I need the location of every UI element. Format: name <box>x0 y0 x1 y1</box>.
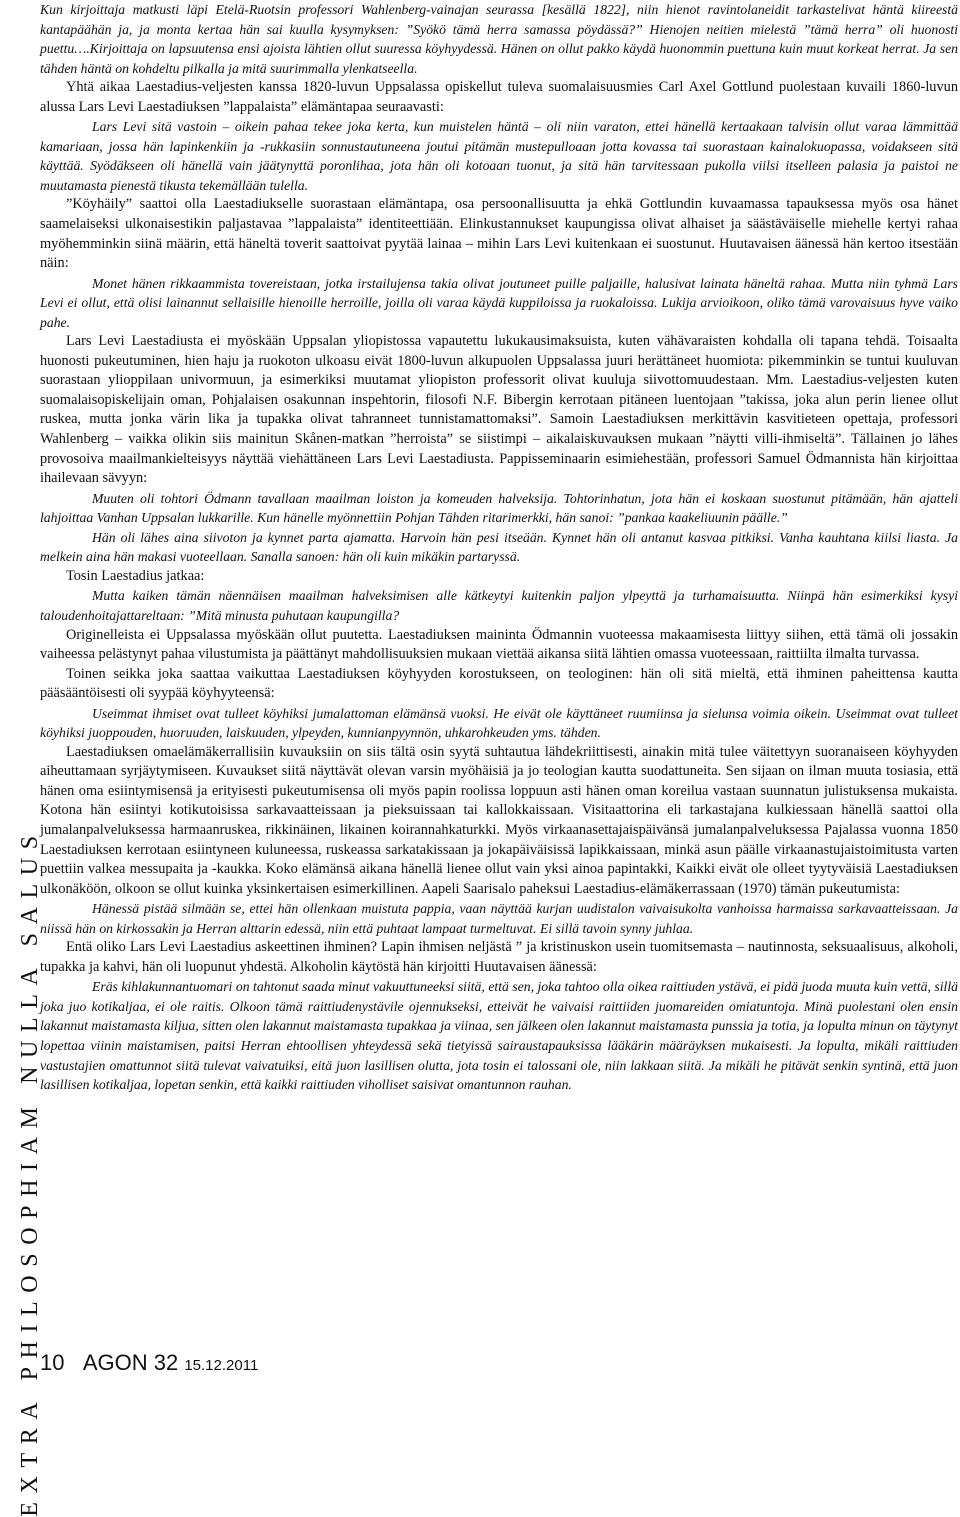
body-paragraph: Yhtä aikaa Laestadius-veljesten kanssa 1820-luvun Uppsalassa opiskellut tuleva suomalaisuusmies Carl Axel Gottlund puolestaan kuvaili 1860-luvun alussa Lars Levi Laestadiuksen ”lappalaista” elämäntapaa seuraavasti: <box>40 79 958 115</box>
quote-paragraph: Kun kirjoittaja matkusti läpi Etelä-Ruotsin professori Wahlenberg-vainajan seurassa [kesällä 1822], niin hienot ravintolaneidit tarkastelivat häntä kiireestä kantapäähän ja, ja monta kertaa hän sai kuulla kysymyksen: ”Syökö tämä herra samassa pöydässä?” Hienojen neitien mielestä ”tämä herra” oli huonosti puettu….Kirjoittaja on lapsuutensa ensi ajoista lähtien ollut suuressa köyhyydessä. Hänen on ollut pakko käydä huonommin puettuna kuin muut korkeat herrat. Ja sen tähden häntä on kohdeltu pilkalla ja mitä suurimmalla ylenkatseella. <box>40 2 958 76</box>
quote-paragraph: Mutta kaiken tämän näennäisen maailman halveksimisen alle kätkeytyi kuitenkin paljon ylpeyttä ja turhamaisuutta. Niinpä hän esimerkiksi kysyi taloudenhoitajattareltaan: ”Mitä minusta puhutaan kaupungilla? <box>40 588 958 623</box>
magazine-issue: AGON 32 <box>82 1350 179 1375</box>
issue-date: 15.12.2011 <box>184 1357 259 1374</box>
body-paragraph: Tosin Laestadius jatkaa: <box>66 567 205 584</box>
sidebar <box>2 0 43 1517</box>
quote-paragraph: Hänessä pistää silmään se, ettei hän ollenkaan muistuta pappia, vaan näyttää kurjan uudistalon vaivaisukolta vanhoissa harmaissa sarkavaatteissaan. Ja niissä hän on kirkossakin ja Herran alttarin edessä, niin että puhtaat lampaat turmeltuvat. Ei sillä tavoin synny juhlaa. <box>40 901 958 936</box>
body-paragraph: Laestadiuksen omaelämäkerrallisiin kuvauksiin on siis tältä osin syytä suhtautua lähdekriittisesti, ainakin mitä tulee väitettyyn suoranaiseen köyhyyden aiheuttamaan syrjäytymiseen. Kuvaukset siitä näyttävät olevan varsin myöhäisiä ja jo teologian kautta suodattuneita. Sen sijaan on ilman muuta tosiasia, että hänen oma esiintymisensä ja erityisesti pukeutumisensa oli myös papin roolissa loppuun asti hänen oman koreilua vastaan suunnatun julistuksensa mukaista. Kotona hän esiintyi kotikutoisissa sarkavaatteissaan ja pieksuissaan tai kallokkaissaan. Visitaattorina eli tarkastajana kulkiessaan hänellä saattoi olla jumalanpalveluksessa harmaanruskea, rikkinäinen, likainen koirannahkaturkki. Myös virkaanasettajaispäivänsä jumalanpalveluksessa Pajalassa vuonna 1850 Laestadiuksen kerrotaan esiintyneen kuluneessa, ruskeassa sarkatakissaan ja jokapäiväisissä lapikkaissaan, minkä asun päälle virkaanastujaistoimitusta varten puettiin valkea messupaita ja -kaukka. Koko elämänsä aikana hänellä lienee ollut vain yksi ainoa papintakki, Kaikki eivät ole olleet tyytyväisiä Laestadiuksen ulkonäköön, olkoon se ollut kuinka yksinkertaisen esimerkillinen. Aapeli Saarisalo paheksui Laestadius-elämäkerrassaan (1970) tämän pukeutumista: <box>40 743 958 897</box>
quote-paragraph: Useimmat ihmiset ovat tulleet köyhiksi jumalattoman elämänsä vuoksi. He eivät ole käyttäneet ruumiinsa ja sielunsa voimia oikein. Useimmat ovat tulleet köyhiksi juoppouden, huoruuden, laiskuuden, ylpeyden, kunnianpyynnön, uhkarohkeuden yms. tähden. <box>40 705 958 741</box>
quote-paragraph: Muuten oli tohtori Ödmann tavallaan maailman loiston ja komeuden halveksija. Tohtorinhatun, jota hän ei koskaan suostunut pitämään, hän ajatteli lahjoittaa Vanhan Uppsalan lukkarille. Kun hänelle myönnettiin Pohjan Tähden ritarimerkki, hän sanoi: ”pankaa kaakeliuunin päälle.” <box>40 490 958 526</box>
sidebar-title: EXTRA PHILOSOPHIAM NULLA SALUS <box>17 827 43 1517</box>
quote-paragraph: Monet hänen rikkaammista tovereistaan, jotka irstailujensa takia olivat joutuneet puille paljaille, halusivat lainata häneltä rahaa. Mutta niin tyhmä Lars Levi ei ollut, että olisi lainannut sellaisille hienoille herroille, joilla oli varaa käydä kuppiloissa ja ruokaloissa. Lukija arvioikoon, oliko tämä varovaisuus hyve vaiko pahe. <box>40 275 958 330</box>
body-paragraph: Toinen seikka joka saattaa vaikuttaa Laestadiuksen köyhyyden korostukseen, on teologinen: hän oli sitä mieltä, että ihminen paheittensa kautta pääsääntöisesti oli syypää köyhyyteensä: <box>40 665 958 702</box>
body-paragraph: Lars Levi Laestadiusta ei myöskään Uppsalan yliopistossa vapautettu lukukausimaksuista, kuten vähävaraisten kohdalla oli tapana tehdä. Toisaalta huonosti pukeutuminen, hien haju ja ruokoton ulkoasu eivät 1800-luvun alkupuolen Uppsalassa juuri herättäneet huomiota: pikemminkin se tuntui kuuluvan suorastaan ylioppilaan univormuun, ja esimerkiksi muutamat yliopiston professorit olivat kuuluja siivottomuudestaan. Mm. Laestadius-veljesten kuten suomalaisopiskelijain oman, Pohjalaisen osakunnan inspehtorin, filosofi N.F. Bibergin kerrotaan pitäneen luentojaan ”takissa, joka alun perin lienee ollut ruskea, mutta jonka värin lika ja tupakka olivat tahranneet tunnistamattomaksi”. Samoin Laestadiuksen merkittävin kasvitieteen opettaja, professori Wahlenberg – vaikka olikin siis mainitun Skånen-matkan ”herroista” se siistimpi – aikalaiskuvauksen mukaan ”näytti villi-ihmiseltä”. Tällainen jo lähes provosoiva maailmankielteisyys näyttää viehättäneen Lars Levi Laestadiusta. Pappisseminaarin esimiehestään, professori Samuel Ödmannista hän kirjoittaa ihailevaan sävyyn: <box>40 333 958 487</box>
quote-paragraph: Eräs kihlakunnantuomari on tahtonut saada minut vakuuttuneeksi siitä, että sen, joka tahtoo olla oikea raittiuden ystävä, ei pidä juoda muuta kuin vettä, sillä joka juo kotikaljaa, ei ole raitis. Olkoon tämä raittiudenystävile ojennukseksi, etteivät he vaivaisi raittiiden juomareiden omiatuntoja. Minä puolestani olen ensin lakannut maistamasta kiljua, sitten olen lakannut maistamasta tupakkaa ja viinaa, sen jälkeen olen lakannut maistamasta punssia ja totia, ja lopulta minun on täytynyt lopettaa viinin maistamisen, paitsi Herran ehtoollisen yhteydessä sekä tietyissä sairaustapauksissa lääkärin määräyksen mukaisesti. Ja lopulta, mikäli raittiuden vastustajien omattunnot siitä tulevat vaivatuiksi, eitä juon lasillisen olutta, jota tosin ei talossani ole, niin lakkaan siitä. Ja mikäli he pitävät senkin syntinä, että juon lasillisen kotikaljaa, lopetan senkin, että kaikki raittiuden viholliset saisivat omantunnon rauhan. <box>40 979 958 1093</box>
body-paragraph: ”Köyhäily” saattoi olla Laestadiukselle suorastaan elämäntapa, osa persoonallisuutta ja ehkä Gottlundin kuvaamassa tapauksessa myös osa hänet saamelaiseksi ulkonaisestikin paljastavaa ”lappalaista” identiteettiään. Elinkustannukset kaupungissa olivat alhaiset ja säästäväiselle miehelle kertyi rahaa myöhemminkin siinä määrin, että häneltä toverit saattoivat pyytää lainaa – mihin Lars Levi kuitenkaan ei suostunut. Huutavaisen äänessä hän kertoo itsestään näin: <box>40 196 958 272</box>
article-body <box>40 0 958 1095</box>
quote-paragraph: Lars Levi sitä vastoin – oikein pahaa tekee joka kerta, kun muistelen häntä – oli niin varaton, ettei hänellä kertaakaan talvisin ollut varaa lämmittää kamariaan, jossa hän lapinkenkiin ja -rukkasiin sonnustautuneena joutui pitämän mustepulloaan jotta kovassa tai suorastaan kainalokuopassa, voidakseen sitä käyttää. Syödäkseen oli hänellä vain jäätynyttä poronlihaa, jota hän oli kotoaan tuonut, ja sitä hän tarvitessaan pukolla viilsi itselleen palasia ja paistoi ne muutamasta pienestä tikusta tekemällään tulella. <box>40 119 958 193</box>
quote-paragraph: Hän oli lähes aina siivoton ja kynnet parta ajamatta. Harvoin hän pesi itseään. Kynnet hän oli antanut kasvaa pitkiksi. Vanha kauhtana kiilsi liasta. Ja melkein aina hän makasi vuoteellaan. Sanalla sanoen: hän oli kuin mikäkin partaryssä. <box>40 529 958 565</box>
body-paragraph: Entä oliko Lars Levi Laestadius askeettinen ihminen? Lapin ihmisen neljästä ” ja kristinuskon usein tuomitsemasta – nautinnosta, seksuaalisuus, alkoholi, tupakka ja kahvi, hän oli luopunut yhdestä. Alkoholin käytöstä hän kirjoitti Huutavaisen äänessä: <box>40 939 958 975</box>
body-paragraph: Originelleista ei Uppsalassa myöskään ollut puutetta. Laestadiuksen maininta Ödmannin vuoteessa makaamisesta liittyy siihen, että tämä oli jossakin vaiheessa pelästynyt pahaa vilustumista ja päättänyt mahdollisuuksien mukaan viettää aikansa siitä lähtien omassa vuoteessaan, raittiilta ilmalta turvassa. <box>40 626 958 663</box>
page-number: 10 <box>40 1350 65 1375</box>
page-footer <box>40 1350 258 1376</box>
